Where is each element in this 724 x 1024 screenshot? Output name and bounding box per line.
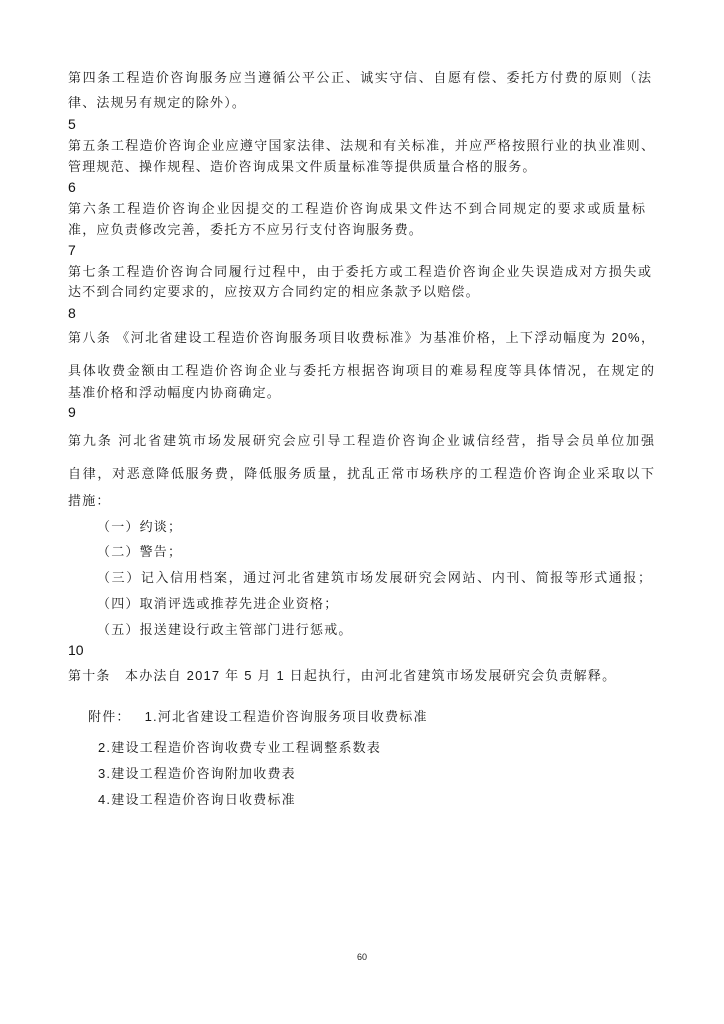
article-number-5: 5 (68, 116, 76, 132)
attachment-item-3: 3.建设工程造价咨询附加收费表 (98, 766, 296, 781)
measure-item-5: （五）报送建设行政主管部门进行惩戒。 (97, 622, 353, 637)
article-8-line-2: 具体收费金额由工程造价咨询企业与委托方根据咨询项目的难易程度等具体情况，在规定的 (68, 363, 655, 378)
article-number-10: 10 (68, 642, 84, 658)
measure-item-1: （一）约谈； (97, 519, 183, 534)
attachment-item-2: 2.建设工程造价咨询收费专业工程调整系数表 (98, 740, 382, 755)
article-9-line-2: 自律，对恶意降低服务费，降低服务质量，扰乱正常市场秩序的工程造价咨询企业采取以下 (68, 466, 655, 481)
article-6-line-1: 第六条工程造价咨询企业因提交的工程造价咨询成果文件达不到合同规定的要求或质量标 (68, 201, 646, 216)
article-10-line-1: 第十条 本办法自 2017 年 5 月 1 日起执行，由河北省建筑市场发展研究会负责解释。 (68, 668, 617, 683)
measure-item-2: （二）警告； (97, 544, 183, 559)
attachment-item-1: 1.河北省建设工程造价咨询服务项目收费标准 (144, 709, 428, 724)
page-number: 60 (356, 952, 367, 962)
measure-item-4: （四）取消评选或推荐先进企业资格； (97, 596, 339, 611)
article-8-line-3: 基准价格和浮动幅度内协商确定。 (68, 385, 282, 400)
article-4-line-1: 第四条工程造价咨询服务应当遵循公平公正、诚实守信、自愿有偿、委托方付费的原则（法 (68, 70, 652, 85)
article-number-6: 6 (68, 179, 76, 195)
attachments-label: 附件： (88, 709, 131, 724)
article-5-line-1: 第五条工程造价咨询企业应遵守国家法律、法规和有关标准，并应严格按照行业的执业准则、 (68, 138, 655, 153)
measure-item-3: （三）记入信用档案，通过河北省建筑市场发展研究会网站、内刊、简报等形式通报； (97, 570, 652, 585)
article-7-line-1: 第七条工程造价咨询合同履行过程中，由于委托方或工程造价咨询企业失误造成对方损失或 (68, 264, 652, 279)
article-9-line-1: 第九条 河北省建筑市场发展研究会应引导工程造价咨询企业诚信经营，指导会员单位加强 (68, 433, 655, 448)
article-number-7: 7 (68, 242, 76, 258)
article-7-line-2: 达不到合同约定要求的，应按双方合同约定的相应条款予以赔偿。 (68, 284, 480, 299)
article-number-9: 9 (68, 404, 76, 420)
attachment-item-4: 4.建设工程造价咨询日收费标准 (98, 792, 296, 807)
article-9-line-3: 措施： (68, 493, 111, 508)
article-number-8: 8 (68, 305, 76, 321)
attachments-row-1 (88, 707, 428, 727)
article-6-line-2: 准，应负责修改完善，委托方不应另行支付咨询服务费。 (68, 222, 424, 237)
article-5-line-2: 管理规范、操作规程、造价咨询成果文件质量标准等提供质量合格的服务。 (68, 159, 537, 174)
article-4-line-2: 律、法规另有规定的除外）。 (68, 95, 247, 110)
article-8-line-1: 第八条 《河北省建设工程造价咨询服务项目收费标准》为基准价格，上下浮动幅度为 20%， (68, 330, 655, 345)
